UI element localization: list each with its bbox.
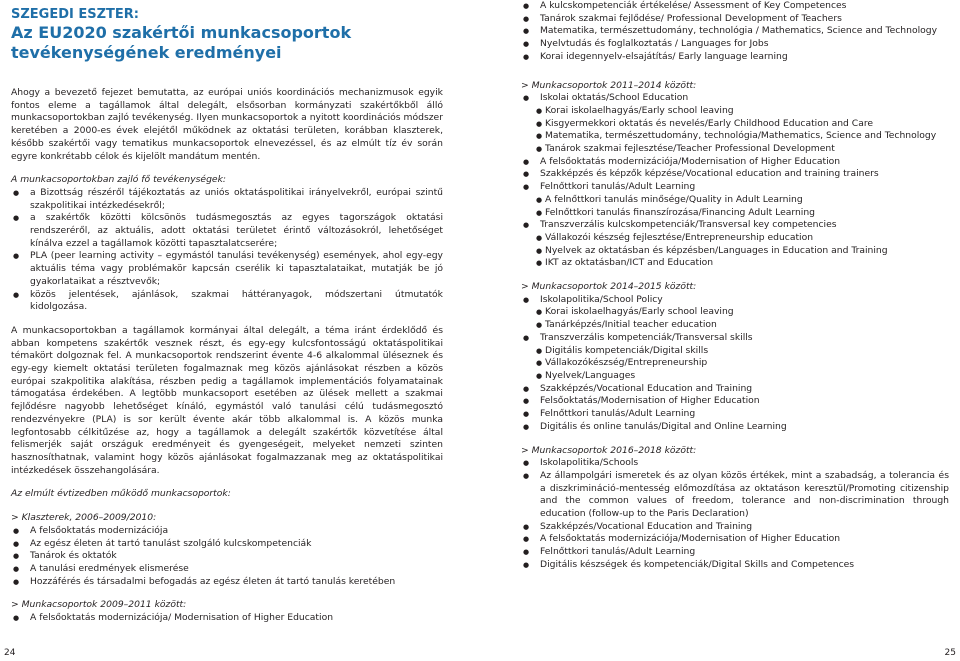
right-page [521, 0, 949, 572]
list-item: ● Felnőttkori tanulás/Adult Learning [521, 546, 949, 559]
groups-label: Az elmúlt évtizedben működő munkacsoportok: [11, 488, 231, 500]
left-page [11, 0, 443, 625]
sub-list-item: ● Vállakozói készség fejlesztése/Entrepreneurship education [521, 232, 949, 245]
period-label-clusters: > Klaszterek, 2006–2009/2010: [11, 512, 157, 524]
period-list-2011 [521, 92, 949, 270]
sub-list-item: ● Vállakozókészség/Entrepreneurship [521, 357, 949, 370]
list-item: ● A tanulási eredmények elismerése [11, 563, 443, 576]
list-item: ● A kulcskompetenciák értékelése/ Assessment of Key Competences [521, 0, 949, 13]
period-list-2014 [521, 294, 949, 434]
sub-list-item: ● Felnőttkori tanulás finanszírozása/Financing Adult Learning [521, 207, 949, 220]
period-list-clusters [11, 525, 443, 589]
sub-list-item: ● Korai iskolaelhagyás/Early school leaving [521, 105, 949, 118]
list-item: ● Digitális készségek és kompetenciák/Digital Skills and Competences [521, 559, 949, 572]
list-item: ● Matematika, természettudomány, technológia / Mathematics, Science and Technology [521, 25, 949, 38]
sub-list-item: ● Tanárképzés/Initial teacher education [521, 319, 949, 332]
list-item: ● A felsőoktatás modernizációja [11, 525, 443, 538]
list-item: ● Tanárok és oktatók [11, 550, 443, 563]
list-item: ● Felsőoktatás/Modernisation of Higher Education [521, 395, 949, 408]
chapter-heading [11, 6, 443, 63]
list-item: ● A felsőoktatás modernizációja/Modernisation of Higher Education [521, 156, 949, 169]
list-item: ● A felsőoktatás modernizációja/Modernisation of Higher Education [521, 533, 949, 546]
sub-list-item: ● Tanárok szakmai fejlesztése/Teacher Professional Development [521, 143, 949, 156]
page-number-left: 24 [4, 648, 16, 658]
continued-list-2009 [521, 0, 949, 64]
intro-paragraph: Ahogy a bevezető fejezet bemutatta, az európai uniós koordinációs mechanizmusok egyik fontos eleme a tagállamok által delegált, elsősorban kormányzati szakértőkből álló munkacsoportokban zajló tevékenység. Ilyen munkacsoportok a nyitott koordinációs módszer keretében a 2000-es évek elejétől működnek az oktatási területen, korábban klaszterek, később szakértői vagy tematikus munkacsoportok elnevezéssel, és az elmúlt tíz év során egyre konkrétabb célok és kijelölt mandátum mentén. [11, 87, 443, 162]
list-item: ● Felnőttkori tanulás/Adult Learning [521, 408, 949, 421]
list-item: ● Az egész életen át tartó tanulást szolgáló kulcskompetenciák [11, 538, 443, 551]
period-list-2009 [11, 612, 443, 625]
list-item: ● Az állampolgári ismeretek és az olyan közös értékek, mint a szabadság, a tolerancia és a diszkrimináció-mentesség előmozdítása az oktatáson keresztül/Promoting citizenship and the common values of freedom, tolerance and non-discrimination through education (follow-up to the Paris Declaration) [521, 470, 949, 521]
author-name: SZEGEDI ESZTER: [11, 7, 140, 22]
activities-list [11, 187, 443, 314]
list-item: ● Hozzáférés és társadalmi befogadás az egész életen át tartó tanulás keretében [11, 576, 443, 589]
list-item: ● Iskolapolitika/School Policy [521, 294, 949, 307]
list-item: ● Szakképzés/Vocational Education and Training [521, 383, 949, 396]
sub-list-item: ● Digitális kompetenciák/Digital skills [521, 345, 949, 358]
list-item: ● Szakképzés/Vocational Education and Training [521, 521, 949, 534]
list-item: ● PLA (peer learning activity – egymástól tanulási tevékenység) események, ahol egy-egy aktuális téma vagy problémakör kapcsán cserélik ki tapasztalataikat, mutatják be jó gyakorlataikat a résztvevők; [11, 250, 443, 288]
period-list-2016 [521, 457, 949, 571]
list-item: ● A felsőoktatás modernizációja/ Modernisation of Higher Education [11, 612, 443, 625]
period-label-2014: > Munkacsoportok 2014–2015 között: [521, 281, 697, 293]
list-item: ● Transzverzális kulcskompetenciák/Transversal key competencies [521, 219, 949, 232]
list-item: ● Transzverzális kompetenciák/Transversal skills [521, 332, 949, 345]
sub-list-item: ● Nyelvek/Languages [521, 370, 949, 383]
sub-list-item: ● A felnőttkori tanulás minősége/Quality in Adult Learning [521, 194, 949, 207]
period-label-2016: > Munkacsoportok 2016–2018 között: [521, 444, 697, 456]
sub-list-item: ● Korai iskolaelhagyás/Early school leaving [521, 306, 949, 319]
list-item: ● Nyelvtudás és foglalkoztatás / Languages for Jobs [521, 38, 949, 51]
list-item: ● Digitális és online tanulás/Digital and Online Learning [521, 421, 949, 434]
list-item: ● Iskolapolitika/Schools [521, 457, 949, 470]
list-item: ● a Bizottság részéről tájékoztatás az uniós oktatáspolitikai irányelvekről, európai szintű szakpolitikai intézkedésekről; [11, 187, 443, 212]
list-item: ● Tanárok szakmai fejlődése/ Professional Development of Teachers [521, 13, 949, 26]
period-label-2011: > Munkacsoportok 2011–2014 között: [521, 79, 697, 91]
list-item: ● Korai idegennyelv-elsajátítás/ Early language learning [521, 51, 949, 64]
sub-list-item: ● IKT az oktatásban/ICT and Education [521, 257, 949, 270]
list-item: ● a szakértők közötti kölcsönös tudásmegosztás az egyes tagországok oktatási rendszeréről, az aktuális, adott oktatási területet érintő változásokról, lehetőséget kínálva ezzel a tagállamok közötti tapasztalatcserére; [11, 212, 443, 250]
list-item: ● Felnőttkori tanulás/Adult Learning [521, 181, 949, 194]
body-paragraph: A munkacsoportokban a tagállamok kormányai által delegált, a téma iránt érdeklődő és abban kompetens szakértők vesznek részt, és egy-egy kulcsfontosságú oktatáspolitikai témakört dolgoznak fel. A munkacsoportok rendszerint évente 4-6 alkalommal üléseznek és egy-egy kiemelt oktatási területen fogalmaznak meg közös ajánlásokat részben a közös európai szakpolitika alakítása, részben pedig a tagállamok implementációs folyamatainak támogatása érdekében. A legtöbb munkacsoport esetében az ülések mellett a szakmai fejlődésre nagyobb lehetőséget kínáló, egymástól való tanulási célú tudásmegosztó rendezvényekre (PLA) is sor került évente akár több alkalommal is. A közös munka legfontosabb célkitűzése az, hogy a tagállamok a delegált szakértők közvetítése által felismerjék saját országuk eredményeit és gyengeségeit, melyeket nemzeti szinten hasznosíthatnak, valamint hogy közös ajánlásokat fogalmazzanak meg az oktatáspolitikai intézkedések összehangolására. [11, 324, 443, 476]
sub-list-item: ● Kisgyermekkori oktatás és nevelés/Early Childhood Education and Care [521, 118, 949, 131]
chapter-title: Az EU2020 szakértői munkacsoportok tevékenységének eredményei [11, 23, 352, 62]
activities-label: A munkacsoportokban zajló fő tevékenységek: [11, 174, 226, 186]
list-item: ● Iskolai oktatás/School Education [521, 92, 949, 105]
period-label-2009: > Munkacsoportok 2009–2011 között: [11, 599, 187, 611]
page-number-right: 25 [944, 648, 956, 658]
list-item: ● közös jelentések, ajánlások, szakmai háttéranyagok, módszertani útmutatók kidolgozása. [11, 289, 443, 314]
sub-list-item: ● Nyelvek az oktatásban és képzésben/Languages in Education and Training [521, 245, 949, 258]
list-item: ● Szakképzés és képzők képzése/Vocational education and training trainers [521, 168, 949, 181]
sub-list-item: ● Matematika, természettudomány, technológia/Mathematics, Science and Technology [521, 130, 949, 143]
